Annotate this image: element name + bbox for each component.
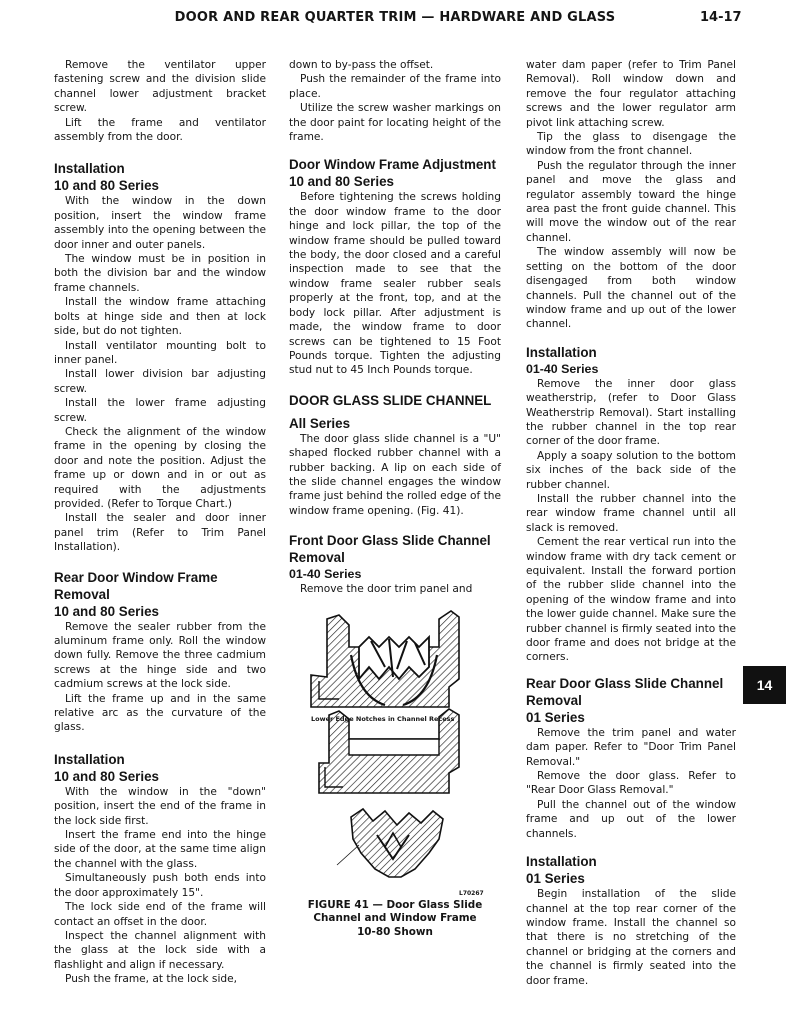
heading-series: 10 and 80 Series bbox=[54, 178, 159, 194]
paragraph: Install ventilator mounting bolt to inner panel. bbox=[54, 339, 266, 366]
paragraph: Check the alignment of the window frame in the opening by closing the door and note the position. Adjust the frame up or down and in or out as required with the adjustments provided. (Refer to Torque Chart.) bbox=[54, 425, 266, 510]
paragraph: Utilize the screw washer markings on the door paint for locating height of the frame. bbox=[289, 102, 501, 144]
heading-installation: Installation bbox=[526, 344, 597, 360]
figure-41 bbox=[289, 607, 501, 940]
paragraph: Insert the frame end into the hinge side of the door, at the same time align the channel with the glass. bbox=[54, 829, 266, 870]
heading-series: 10 and 80 Series bbox=[289, 174, 394, 190]
heading-series: 10 and 80 Series bbox=[54, 603, 159, 619]
paragraph: Before tightening the screws holding the door window frame to the door hinge and lock pillar, the top of the window frame should be pulled toward the body, the door closed and a careful inspection made to see that the window frame sealer rubber seals properly at the front, top, and at the body lock pillar. After adjustment is made, the window frame to door screws can be tightened to 15 Foot Pounds torque. Tighten the adjusting stud nut to 45 Inch Pounds torque. bbox=[289, 191, 501, 377]
section-tab: 14 bbox=[743, 666, 786, 704]
rubber-channel-profile bbox=[351, 809, 443, 877]
heading-all-series: All Series bbox=[289, 415, 351, 431]
paragraph: Install the window frame attaching bolts at hinge side and then at lock side, but do not tighten. bbox=[54, 296, 266, 338]
heading-series: 01 Series bbox=[526, 871, 585, 887]
paragraph: Push the remainder of the frame into place. bbox=[289, 73, 501, 100]
paragraph: down to by-pass the offset. bbox=[289, 59, 434, 71]
paragraph: Apply a soapy solution to the bottom six inches of the back side of the rubber channel. bbox=[526, 449, 736, 491]
paragraph: The lock side end of the frame will contact an offset in the door. bbox=[54, 901, 266, 928]
leader-line bbox=[337, 845, 359, 865]
heading-installation: Installation bbox=[526, 854, 597, 870]
heading-front-door-glass-slide-channel-removal: Front Door Glass Slide Channel Removal bbox=[289, 533, 491, 566]
caption-line: Channel and Window Frame bbox=[313, 912, 477, 925]
heading-installation: Installation bbox=[54, 751, 125, 767]
paragraph: Cement the rear vertical run into the window frame with dry tack cement or equivalent. Install the forward portion of the rubber slide channel into the opening of the window frame and into the lower guide channel. Make sure the rubber channel is firmly seated into the door frame and does not bridge at the corners. bbox=[526, 536, 736, 664]
page-header bbox=[0, 10, 786, 32]
paragraph: Begin installation of the slide channel at the top rear corner of the window frame. Install the channel so that there is no stretching of the channel or bridging at the corners and the channel is firmly seated into the door frame. bbox=[526, 888, 736, 987]
paragraph: Lift the frame up and in the same relative arc as the curvature of the glass. bbox=[54, 692, 266, 734]
heading-series: 01 Series bbox=[526, 709, 585, 725]
paragraph: Remove the door trim panel and bbox=[300, 583, 473, 596]
figure-caption bbox=[289, 899, 501, 940]
slide-channel-illustration bbox=[289, 607, 501, 897]
paragraph: The window must be in position in both the division bar and the window frame channels. bbox=[54, 253, 266, 294]
heading-series: 10 and 80 Series bbox=[54, 768, 159, 784]
column-3 bbox=[526, 58, 736, 988]
page-title: DOOR AND REAR QUARTER TRIM — HARDWARE AND GLASS bbox=[174, 10, 616, 25]
heading-installation: Installation bbox=[54, 161, 125, 177]
paragraph: Simultaneously push both ends into the door approximately 15". bbox=[54, 872, 266, 899]
heading-rear-door-glass-slide-channel-removal: Rear Door Glass Slide Channel Removal bbox=[526, 675, 724, 708]
heading-series: 01-40 Series bbox=[526, 361, 599, 376]
paragraph: Inspect the channel alignment with the glass at the lock side with a flashlight and align if necessary. bbox=[54, 929, 266, 971]
paragraph: water dam paper (refer to Trim Panel Removal). Roll window down and remove the four regulator attaching screws and the lower regulator arm pivot link attaching screw. bbox=[526, 59, 736, 129]
paragraph: The window assembly will now be setting on the bottom of the door disengaged from both window channels. Pull the channel out of the window frame and up out of the lower channel. bbox=[526, 246, 736, 331]
column-1 bbox=[54, 58, 266, 987]
paragraph: Remove the door glass. Refer to "Rear Door Glass Removal." bbox=[526, 770, 736, 797]
paragraph: Tip the glass to disengage the window from the front channel. bbox=[526, 131, 736, 158]
frame-and-channel-assembly bbox=[311, 611, 459, 707]
paragraph: Install the lower frame adjusting screw. bbox=[54, 397, 266, 424]
column-2 bbox=[289, 58, 501, 939]
paragraph: Remove the sealer rubber from the aluminum frame only. Roll the window down fully. Remove the three cadmium screws at the hinge side and two cadmium screws at the lock side. bbox=[54, 620, 266, 691]
paragraph: With the window in the "down" position, insert the end of the frame in the lock side first. bbox=[54, 785, 266, 827]
caption-line: 10-80 Shown bbox=[357, 925, 433, 938]
heading-series: 01-40 Series bbox=[289, 567, 362, 582]
paragraph: Lift the frame and ventilator assembly from the door. bbox=[54, 116, 266, 144]
paragraph: Install lower division bar adjusting screw. bbox=[54, 368, 266, 395]
paragraph: Remove the inner door glass weatherstrip, (refer to Door Glass Weatherstrip Removal). Start installing the rubber channel in the top rear corner of the door frame. bbox=[526, 377, 736, 448]
paragraph: Pull the channel out of the window frame and up out of the lower channels. bbox=[526, 798, 736, 840]
heading-door-window-frame-adjustment: Door Window Frame Adjustment bbox=[289, 157, 496, 173]
figure-code: L70267 bbox=[459, 889, 484, 897]
page-number: 14-17 bbox=[700, 10, 742, 25]
paragraph: Remove the ventilator upper fastening screw and the division slide channel lower adjustment bracket screw. bbox=[54, 59, 266, 115]
paragraph: Remove the trim panel and water dam paper. Refer to "Door Trim Panel Removal." bbox=[526, 726, 736, 768]
figure-callout-label: Lower Edge Notches in Channel Recess bbox=[311, 714, 455, 723]
paragraph: Push the frame, at the lock side, bbox=[65, 973, 238, 986]
paragraph: The door glass slide channel is a "U" shaped flocked rubber channel with a rubber backing. A lip on each side of the slide channel engages the window frame just behind the rolled edge of the window frame opening. (Fig. 41). bbox=[289, 432, 501, 517]
figure-41-drawing bbox=[289, 607, 501, 897]
paragraph: Install the rubber channel into the rear window frame channel until all slack is removed. bbox=[526, 492, 736, 534]
caption-line: FIGURE 41 — Door Glass Slide bbox=[307, 898, 483, 911]
paragraph: Install the sealer and door inner panel trim (Refer to Trim Panel Installation). bbox=[54, 512, 266, 554]
heading-rear-door-window-frame-removal: Rear Door Window Frame Removal bbox=[54, 569, 218, 602]
heading-door-glass-slide-channel: DOOR GLASS SLIDE CHANNEL bbox=[289, 392, 492, 408]
paragraph: Push the regulator through the inner panel and move the glass and regulator assembly toward the hinge area past the front guide channel. This will move the window out of the rear channel. bbox=[526, 159, 736, 244]
paragraph: With the window in the down position, insert the window frame assembly into the opening between the door inner and outer panels. bbox=[54, 195, 266, 251]
